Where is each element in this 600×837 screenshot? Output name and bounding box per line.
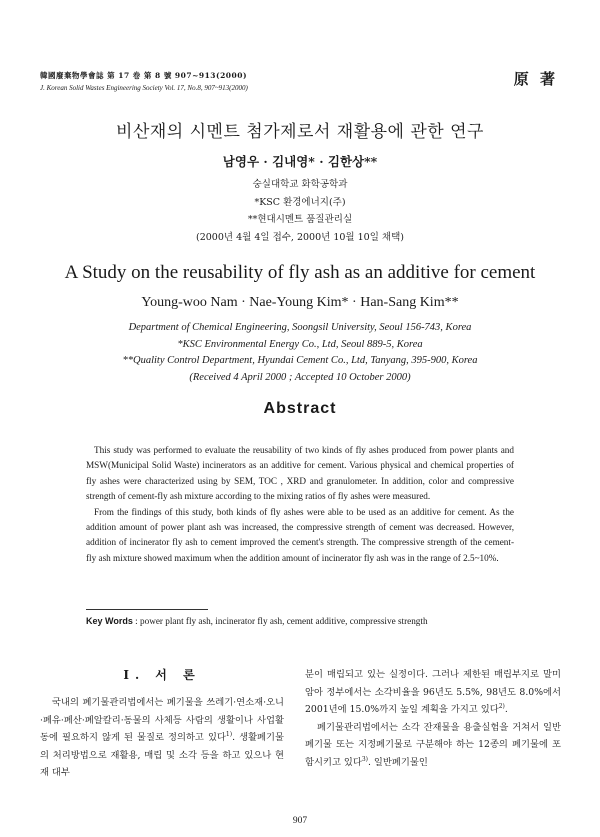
body-text-run: . (504, 704, 508, 716)
section-heading-introduction: Ⅰ. 서 론 (123, 668, 201, 682)
body-column-left (40, 666, 284, 782)
page-number: 907 (292, 816, 308, 826)
korean-affiliation-line: 숭실대학교 화학공학과 (252, 179, 348, 190)
citation-ref: 1) (225, 731, 233, 739)
body-paragraph (305, 666, 561, 719)
body-text-run: 분이 매립되고 있는 실정이다. 그러나 제한된 매립부지로 말미암아 정부에서는 소각비율을 96년도 5.5%, 98년도 8.0%에서 2001년에 15.0%까지 높일 계획을 가지고 있다 (305, 669, 561, 716)
korean-affiliation-line: *KSC 환경에너지(주) (254, 196, 346, 208)
english-title: A Study on the reusability of fly ash as an additive for cement (64, 262, 536, 283)
keywords-text: : power plant fly ash, incinerator fly ash, cement additive, compressive strength (135, 616, 428, 626)
body-paragraph (305, 719, 561, 772)
english-affiliation-line: Department of Chemical Engineering, Soongsil University, Seoul 156-743, Korea (128, 322, 472, 333)
abstract-body (86, 443, 514, 566)
body-paragraph (40, 694, 284, 782)
keywords-divider (86, 609, 208, 610)
keywords-label: Key Words (86, 616, 133, 626)
article-type-badge: 原 著 (513, 70, 558, 88)
body-text-run: . 일반폐기물인 (368, 756, 428, 768)
english-affiliations (0, 320, 600, 386)
korean-affiliations (0, 176, 600, 246)
body-text-run: 폐기물관리법에서는 소각 잔재물을 용출실험을 거쳐서 일반폐기물 또는 지정폐기물로 구분해야 하는 12종의 폐기물에 포함시키고 있다 (305, 721, 561, 768)
keywords (86, 616, 526, 626)
citation-ref: 2) (498, 703, 505, 711)
journal-citation-english: J. Korean Solid Wastes Engineering Society Vol. 17, No.8, 907~913(2000) (40, 84, 248, 92)
abstract-paragraph: This study was performed to evaluate the reusability of two kinds of fly ashes produced from power plants and MSW(Municipal Solid Waste) incinerators as an additive for cement. Various physical and chemical properties of fly ashes were characterized using by SEM, TOC , XRD and granulometer. In addition, color and compressive strength of cement-fly ash mixture according to the mixing ratios of fly ashes were measured. (86, 445, 514, 502)
abstract-heading: Abstract (263, 400, 337, 417)
english-affiliation-line: **Quality Control Department, Hyundai Cement Co., Ltd, Tanyang, 395-900, Korea (122, 355, 478, 366)
journal-header (40, 70, 460, 92)
citation-ref: 3) (361, 755, 369, 763)
korean-affiliation-line: **현대시멘트 품질관리실 (247, 214, 353, 225)
korean-title: 비산재의 시멘트 첨가제로서 재활용에 관한 연구 (116, 122, 484, 142)
korean-authors: 남영우 · 김내영* · 김한상** (222, 154, 378, 169)
received-date-korean: (2000년 4월 4일 접수, 2000년 10월 10일 채택) (196, 231, 404, 243)
body-text-run: . 생활폐기물의 처리방법으로 재활용, 매립 및 소각 등을 하고 있으나 현재 대부 (40, 732, 284, 779)
received-date-english: (Received 4 April 2000 ; Accepted 10 October 2000) (189, 371, 411, 383)
journal-citation-korean: 韓國廢棄物學會誌 第 17 卷 第 8 號 907~913(2000) (40, 71, 247, 80)
english-authors: Young-woo Nam · Nae-Young Kim* · Han-Sang Kim** (141, 295, 459, 310)
abstract-paragraph: From the findings of this study, both kinds of fly ashes were able to be used as an additive for cement. As the addition amount of power plant ash was increased, the compressive strength of cement was decreased. However, addition of incinerator fly ash to cement improved the cement's strength. The compressive strength of the cement-fly ash mixture showed maximum when the addition amount of incinerator fly ash was in the range of 2.5~10%. (86, 506, 514, 563)
body-column-right (305, 666, 561, 772)
body-text-run: 국내의 폐기물관리법에서는 폐기물을 쓰레기·연소재·오니·폐유·폐산·폐알칼리·동물의 사체등 사람의 생활이나 사업활동에 필요하지 않게 된 물질로 정의하고 있다 (40, 697, 284, 744)
english-affiliation-line: *KSC Environmental Energy Co., Ltd, Seoul 889-5, Korea (177, 338, 423, 350)
